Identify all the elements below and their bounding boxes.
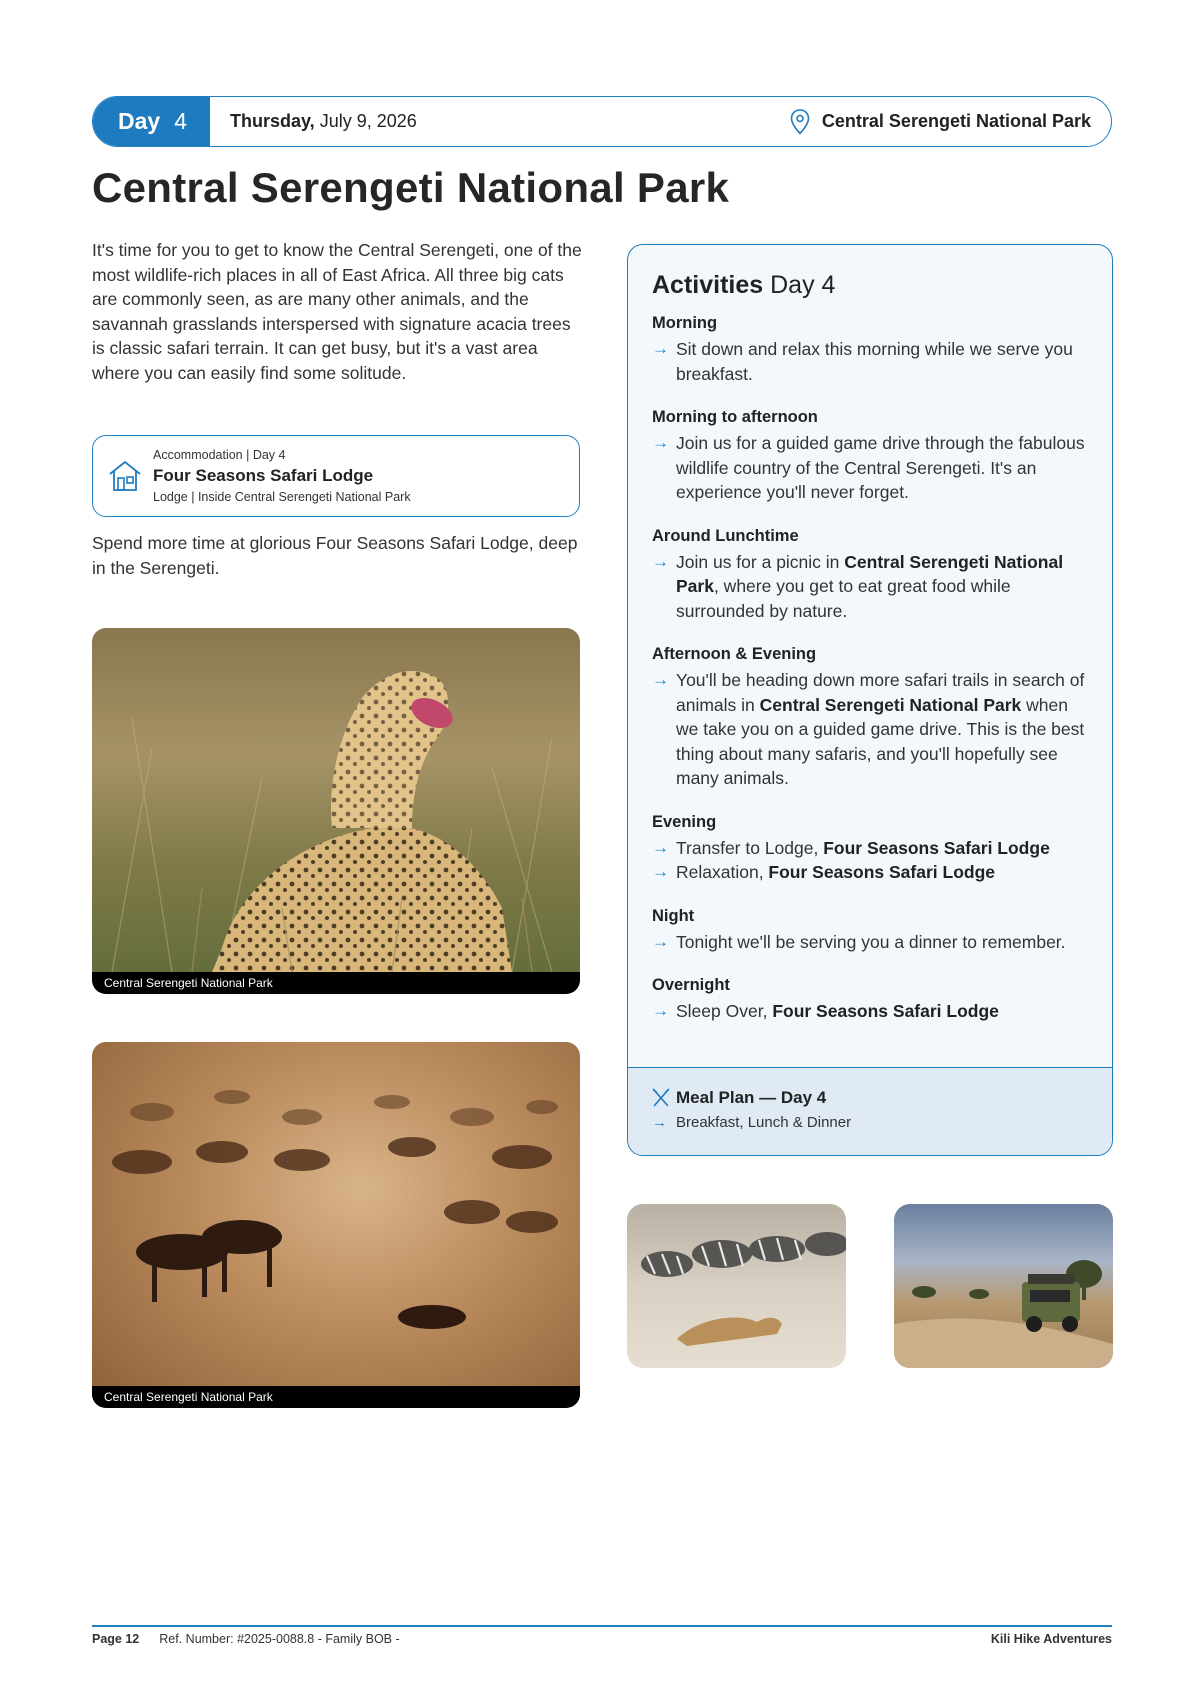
- meal-plan: [628, 1067, 1112, 1155]
- activity-item: [652, 668, 1090, 791]
- meal-plan-item: [652, 1114, 1088, 1131]
- activity-highlight: Central Serengeti National Park: [759, 694, 1022, 715]
- meal-plan-title: Meal Plan — Day 4: [676, 1088, 827, 1107]
- activity-section: [652, 813, 1090, 885]
- zebra-lion-illustration: [627, 1204, 846, 1368]
- photo-caption: Central Serengeti National Park: [92, 972, 580, 994]
- arrow-right-icon: →: [652, 551, 669, 571]
- footer-divider: [92, 1625, 1112, 1627]
- accommodation-text: Spend more time at glorious Four Seasons Safari Lodge, deep in the Serengeti.: [92, 533, 578, 578]
- activity-section: [652, 314, 1090, 386]
- intro-paragraph: It's time for you to get to know the Central Serengeti, one of the most wildlife-rich places in all of East Africa. All three big cats are commonly seen, as are many other animals, and the savannah grasslands interspersed with signature acacia trees is classic safari terrain. It can get busy, but it's a vast area where you can easily find some solitude.: [92, 240, 582, 383]
- activity-item: [652, 337, 1090, 386]
- activity-text: [676, 550, 1090, 624]
- activity-heading: Morning to afternoon: [652, 408, 818, 426]
- activities-title: [652, 271, 1090, 300]
- activity-heading: Afternoon & Evening: [652, 645, 817, 663]
- activity-item: [652, 836, 1090, 861]
- activities-list: [652, 314, 1090, 1024]
- activity-heading: Night: [652, 906, 695, 925]
- arrow-right-icon: →: [652, 433, 669, 452]
- wildebeest-illustration: [92, 1042, 580, 1386]
- activity-text-part: Join us for a picnic in: [676, 551, 845, 572]
- activity-heading: Morning: [652, 314, 718, 332]
- activity-highlight: Central Serengeti National Park: [676, 551, 1064, 596]
- activity-text-part: , where you get to eat great food while surrounded by nature.: [676, 576, 1011, 621]
- page-title: Central Serengeti National Park: [92, 164, 730, 211]
- activity-text: [676, 999, 999, 1024]
- arrow-right-icon: →: [652, 862, 669, 881]
- safari-jeep-photo: [894, 1204, 1113, 1368]
- photo-caption: Central Serengeti National Park: [92, 1386, 580, 1408]
- day-header-bar: [92, 96, 1112, 147]
- activity-text-part: Relaxation,: [676, 862, 769, 882]
- map-pin-icon: [790, 109, 810, 135]
- activity-text-part: Join us for a guided game drive through the fabulous wildlife country of the Central Serengeti. It's an experience you'll never forget.: [676, 433, 1085, 502]
- cheetah-photo: [92, 628, 580, 994]
- activity-section: [652, 645, 1090, 791]
- brand-name: Kili Hike Adventures: [990, 1632, 1112, 1646]
- activity-highlight: Four Seasons Safari Lodge: [823, 837, 1050, 858]
- reference-number: Ref. Number: #2025-0088.8 - Family BOB -: [159, 1632, 400, 1646]
- arrow-right-icon: →: [652, 670, 669, 689]
- arrow-right-icon: →: [652, 931, 669, 951]
- activity-text-part: Tonight we'll be serving you a dinner to remember.: [676, 931, 1066, 952]
- activity-item: [652, 999, 1090, 1024]
- activity-highlight: Four Seasons Safari Lodge: [768, 862, 995, 882]
- activity-text-part: Sit down and relax this morning while we serve you breakfast.: [676, 339, 1073, 384]
- page-number: Page 12: [92, 1632, 140, 1646]
- utensils-icon: [652, 1088, 670, 1108]
- activity-section: [652, 408, 1090, 505]
- page-footer: [92, 1632, 1112, 1646]
- day-weekday: Thursday,: [230, 111, 315, 131]
- activity-item: [652, 431, 1090, 505]
- activity-text: [676, 668, 1090, 791]
- activity-section: [652, 976, 1090, 1024]
- day-date: [230, 111, 790, 132]
- arrow-right-icon: →: [652, 1114, 667, 1131]
- activity-section: [652, 907, 1090, 955]
- zebra-lion-photo: [627, 1204, 846, 1368]
- activities-panel: [627, 244, 1113, 1156]
- activity-heading: Overnight: [652, 976, 730, 994]
- day-location-label: Central Serengeti National Park: [821, 111, 1091, 131]
- accommodation-card: [92, 435, 580, 517]
- activity-text: [676, 431, 1090, 505]
- cheetah-illustration: [92, 628, 580, 972]
- activity-item: [652, 550, 1090, 624]
- day-location: [790, 109, 1091, 135]
- day-label: Day: [118, 108, 161, 134]
- accommodation-desc: Lodge | Inside Central Serengeti National Park: [153, 490, 411, 504]
- day-badge: [93, 97, 210, 146]
- arrow-right-icon: →: [652, 837, 669, 857]
- activity-highlight: Four Seasons Safari Lodge: [772, 1001, 999, 1021]
- activity-section: [652, 527, 1090, 624]
- activity-text: [676, 836, 1050, 861]
- activities-title-bold: Activities: [652, 271, 764, 299]
- activity-text: [676, 930, 1066, 955]
- wildebeest-photo: [92, 1042, 580, 1408]
- activities-title-day: Day 4: [763, 271, 836, 299]
- activity-heading: Around Lunchtime: [652, 526, 799, 545]
- activity-text-part: You'll be heading down more safari trails in search of animals in: [676, 670, 1085, 715]
- arrow-right-icon: →: [652, 339, 669, 358]
- activity-item: [652, 930, 1090, 955]
- activity-item: [652, 860, 1090, 885]
- activity-text-part: Sleep Over,: [676, 1001, 773, 1021]
- meal-plan-value: Breakfast, Lunch & Dinner: [676, 1114, 852, 1131]
- arrow-right-icon: →: [652, 1001, 669, 1020]
- accommodation-name: Four Seasons Safari Lodge: [153, 466, 374, 485]
- activity-text-part: when we take you on a guided game drive. This is the best thing about many safaris, and you'll hopefully see many animals.: [676, 694, 1085, 788]
- activity-heading: Evening: [652, 812, 717, 831]
- day-date-value: July 9, 2026: [319, 111, 417, 131]
- activity-text: [676, 860, 995, 885]
- safari-jeep-illustration: [894, 1204, 1113, 1368]
- house-icon: [107, 459, 143, 493]
- accommodation-meta: Accommodation | Day 4: [153, 448, 286, 462]
- activity-text-part: Transfer to Lodge,: [676, 837, 824, 858]
- day-number: 4: [174, 108, 187, 134]
- activity-text: [676, 337, 1090, 386]
- meal-plan-heading: [652, 1088, 1088, 1108]
